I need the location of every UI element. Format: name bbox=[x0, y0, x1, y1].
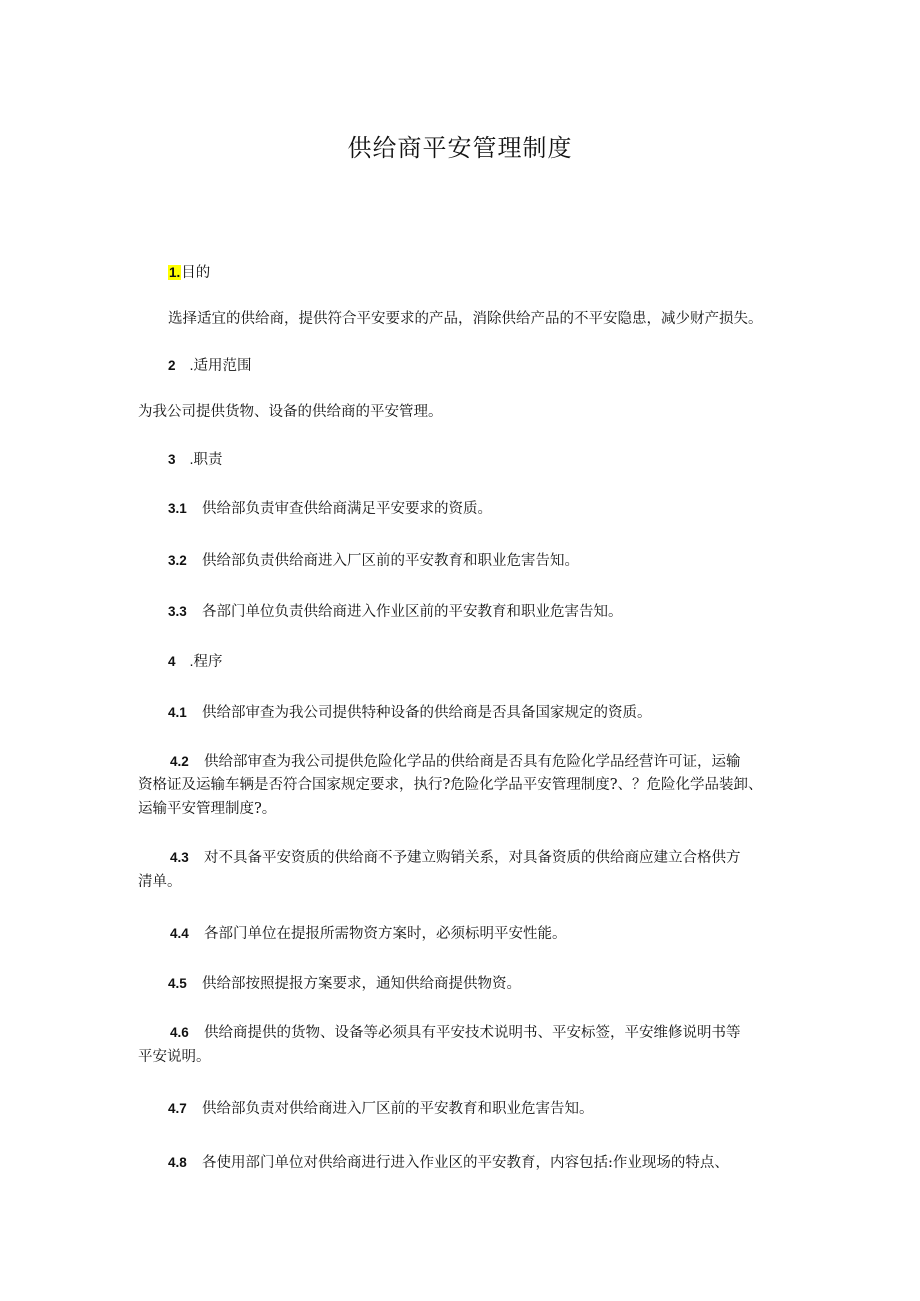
item-text-line: 资格证及运输车辆是否符合国家规定要求，执行?危险化学品平安管理制度?、？危险化学品装卸、 bbox=[138, 777, 763, 793]
item-number: 3.1 bbox=[168, 501, 187, 516]
item-text: 供给部负责对供给商进入厂区前的平安教育和职业危害告知。 bbox=[202, 1101, 594, 1117]
section-1-body: 选择适宜的供给商，提供符合平安要求的产品，消除供给产品的不平安隐患，减少财产损失。 bbox=[168, 311, 763, 327]
list-item bbox=[168, 497, 492, 521]
list-item bbox=[168, 1097, 594, 1121]
item-text: 供给部审查为我公司提供特种设备的供给商是否具备国家规定的资质。 bbox=[202, 705, 652, 721]
list-item bbox=[168, 600, 623, 624]
item-text-line: 各使用部门单位对供给商进行进入作业区的平安教育，内容包括:作业现场的特点、 bbox=[202, 1155, 729, 1171]
item-text-line: 供给商提供的货物、设备等必须具有平安技术说明书、平安标签，平安维修说明书等 bbox=[204, 1025, 741, 1041]
list-item bbox=[168, 1151, 729, 1175]
section-2-heading bbox=[168, 354, 254, 378]
item-text: 各部门单位负责供给商进入作业区前的平安教育和职业危害告知。 bbox=[202, 604, 623, 620]
section-1-heading bbox=[168, 261, 210, 285]
item-number: 4.8 bbox=[168, 1155, 187, 1170]
list-item bbox=[168, 549, 579, 573]
list-item bbox=[170, 922, 567, 946]
item-number: 3.2 bbox=[168, 553, 187, 568]
list-item bbox=[170, 750, 741, 774]
item-number: 3.3 bbox=[168, 604, 187, 619]
section-4-number: 4 bbox=[168, 654, 176, 669]
item-text-line: 对不具备平安资质的供给商不予建立购销关系，对具备资质的供给商应建立合格供方 bbox=[204, 850, 741, 866]
document-title: 供给商平安管理制度 bbox=[347, 134, 573, 162]
item-number: 4.7 bbox=[168, 1101, 187, 1116]
section-4-heading bbox=[168, 650, 225, 674]
section-1-title: 目的 bbox=[181, 265, 211, 281]
section-3-number: 3 bbox=[168, 452, 176, 467]
item-number: 4.2 bbox=[170, 754, 189, 769]
section-2-title: .适用范围 bbox=[189, 358, 252, 374]
item-text-line: 平安说明。 bbox=[138, 1049, 211, 1065]
section-3-heading bbox=[168, 448, 225, 472]
item-number: 4.1 bbox=[168, 705, 187, 720]
item-text: 供给部负责审查供给商满足平安要求的资质。 bbox=[202, 501, 492, 517]
item-number: 4.4 bbox=[170, 926, 189, 941]
item-text-line: 运输平安管理制度?。 bbox=[138, 801, 277, 817]
list-item bbox=[170, 1021, 741, 1045]
item-number: 4.3 bbox=[170, 850, 189, 865]
item-number: 4.6 bbox=[170, 1025, 189, 1040]
item-text-line: 清单。 bbox=[138, 874, 182, 890]
list-item bbox=[168, 701, 652, 725]
item-text: 供给部按照提报方案要求，通知供给商提供物资。 bbox=[202, 976, 521, 992]
item-text: 供给部负责供给商进入厂区前的平安教育和职业危害告知。 bbox=[202, 553, 579, 569]
item-text: 各部门单位在提报所需物资方案时，必须标明平安性能。 bbox=[204, 926, 567, 942]
section-2-body: 为我公司提供货物、设备的供给商的平安管理。 bbox=[138, 404, 443, 420]
section-2-number: 2 bbox=[168, 358, 176, 373]
list-item bbox=[168, 972, 521, 996]
item-text-line: 供给部审查为我公司提供危险化学品的供给商是否具有危险化学品经营许可证，运输 bbox=[204, 754, 741, 770]
list-item bbox=[170, 846, 741, 870]
section-4-title: .程序 bbox=[189, 654, 223, 670]
item-number: 4.5 bbox=[168, 976, 187, 991]
section-3-title: .职责 bbox=[189, 452, 223, 468]
section-1-number: 1. bbox=[169, 265, 181, 280]
